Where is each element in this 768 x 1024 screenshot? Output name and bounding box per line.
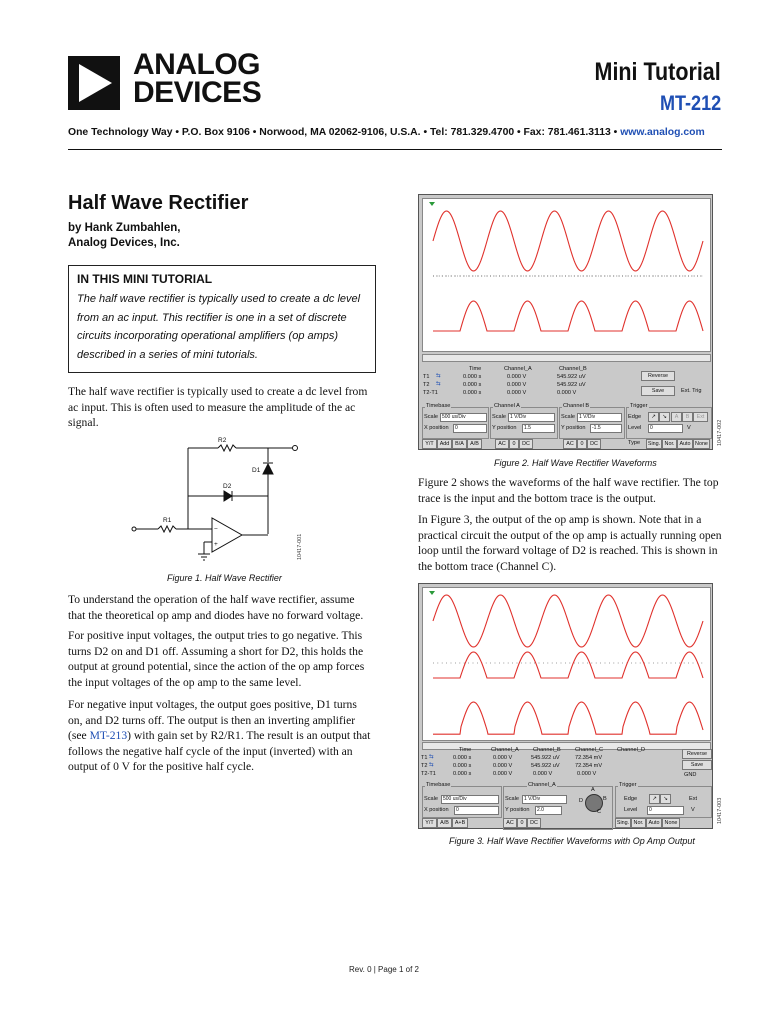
readout-t2-time: 0.000 s <box>463 382 482 388</box>
figure-2-code: 10417-002 <box>717 419 723 446</box>
rising-edge-icon[interactable]: ↗ <box>649 794 660 804</box>
trigger-label: Trigger <box>630 403 648 409</box>
doc-type: Mini Tutorial <box>594 58 721 86</box>
trigger-source-ext-icon[interactable]: Ext <box>693 412 708 422</box>
horizontal-scrollbar[interactable] <box>422 354 711 362</box>
readout-header-b: Channel_B <box>559 366 587 372</box>
readout-label-t2: T2 <box>423 382 430 388</box>
noninverting-input-label: + <box>214 541 218 548</box>
trigger-marker-icon <box>429 202 435 206</box>
paragraph-3: For positive input voltages, the output tries to go negative. This turns D2 on and D1 off. Assuming a short for D2, this holds the output at ground potential, since the action of the op amp forces the input voltages of the op amp to the same level. <box>68 629 365 689</box>
readout-t1-b: 545.922 uV <box>531 755 560 761</box>
auto-button[interactable]: Auto <box>677 439 693 449</box>
none-button[interactable]: None <box>693 439 710 449</box>
channel-a-ypos-field[interactable]: 1.5 <box>522 424 555 433</box>
readout-label-t2: T2 <box>421 763 428 769</box>
reverse-button[interactable]: Reverse <box>641 371 675 381</box>
channel-a-ypos-label: Y position <box>505 807 530 813</box>
t1-cursor-arrows-icon[interactable]: ⇆ <box>429 754 434 760</box>
channel-b-ypos-label: Y position <box>561 425 586 431</box>
header-divider <box>68 149 722 150</box>
output-trace <box>433 652 703 678</box>
nor-button[interactable]: Nor. <box>662 439 677 449</box>
readout-t1-b: 545.922 uV <box>557 374 586 380</box>
paragraph-4 <box>68 697 374 775</box>
readout-header-a: Channel_A <box>491 747 519 753</box>
channel-a-label: Channel A <box>494 403 520 409</box>
channel-a-ac-button[interactable]: AC <box>495 439 509 449</box>
readout-diff-b: 0.000 V <box>557 390 577 396</box>
channel-a-dc-button[interactable]: DC <box>527 818 541 828</box>
channel-a-scale-label: Scale <box>505 796 519 802</box>
knob-label-c: C <box>597 809 602 815</box>
paragraph-5: Figure 2 shows the waveforms of the half wave rectifier. The top trace is the input and the bottom trace is the output. <box>418 476 719 505</box>
channel-a-ypos-label: Y position <box>492 425 517 431</box>
yt-button[interactable]: Y/T <box>422 439 437 449</box>
address-line <box>68 127 705 138</box>
t2-cursor-arrows-icon[interactable]: ⇆ <box>436 381 441 387</box>
logo-line-1: ANALOG <box>133 48 260 81</box>
trigger-source-a-icon[interactable]: A <box>671 412 682 422</box>
save-button[interactable]: Save <box>641 386 675 396</box>
channel-b-zero-button[interactable]: 0 <box>577 439 587 449</box>
save-button[interactable]: Save <box>682 760 712 770</box>
rising-edge-icon[interactable]: ↗ <box>648 412 659 422</box>
ab-button[interactable]: A/B <box>437 818 452 828</box>
paragraph-1: The half wave rectifier is typically used to create a dc level from ac input. This is often used to measure the amplitude of the ac signal. <box>68 385 368 430</box>
level-unit: V <box>691 807 695 813</box>
input-trace <box>433 211 703 271</box>
channel-a-zero-button[interactable]: 0 <box>509 439 519 449</box>
logo-wordmark <box>133 48 262 109</box>
page-title: Half Wave Rectifier <box>68 192 249 214</box>
channel-b-ypos-field[interactable]: -1.5 <box>590 424 622 433</box>
author-block <box>68 221 180 251</box>
figure-3-code: 10417-003 <box>717 797 723 824</box>
readout-diff-a: 0.000 V <box>493 771 513 777</box>
r2-label: R2 <box>218 437 227 444</box>
level-label: Level <box>628 425 642 431</box>
readout-diff-c: 0.000 V <box>577 771 597 777</box>
x-position-field[interactable]: 0 <box>454 806 499 815</box>
readout-t1-c: 72.354 mV <box>575 755 603 761</box>
paragraph-4-part-a: For negative input voltages, the output goes positive, D1 turns on, and D2 turns off. The output is then an inverting amplifier (see <box>68 698 357 743</box>
channel-b-group <box>559 407 625 439</box>
x-position-label: X position <box>424 425 449 431</box>
figure-2-caption: Figure 2. Half Wave Rectifier Waveforms <box>494 458 657 468</box>
figure-2-oscilloscope <box>418 194 713 450</box>
channel-b-ac-button[interactable]: AC <box>563 439 577 449</box>
readout-label-t1: T1 <box>423 374 430 380</box>
timebase-scale-field[interactable]: 500 us/Div <box>440 413 487 422</box>
r1-label: R1 <box>163 517 172 524</box>
timebase-label: Timebase <box>426 403 451 409</box>
readout-t2-time: 0.000 s <box>453 763 472 769</box>
readout-header-b: Channel_B <box>533 747 561 753</box>
paragraph-4-part-b: ) with gain set by R2/R1. The result is an output that follows the negative half cycle of the input (inverted) with an output of 0 V for the positive half cycle. <box>68 729 371 774</box>
doc-number: MT-212 <box>659 92 721 115</box>
ba-button[interactable]: B/A <box>452 439 467 449</box>
a-plus-b-button[interactable]: A+B <box>452 818 468 828</box>
ext-label[interactable]: Ext <box>689 796 698 802</box>
knob-label-b: B <box>603 796 607 802</box>
level-field[interactable]: 0 <box>647 806 684 815</box>
channel-b-label: Channel B <box>563 403 590 409</box>
scope-screen <box>422 587 711 741</box>
scope-screen <box>422 198 711 352</box>
channel-a-scale-label: Scale <box>492 414 506 420</box>
knob-label-d: D <box>579 798 584 804</box>
readout-diff-time: 0.000 s <box>463 390 482 396</box>
level-field[interactable]: 0 <box>648 424 683 433</box>
readout-label-t2-t1: T2-T1 <box>421 771 436 777</box>
timebase-scale-field[interactable]: 500 us/Div <box>441 795 499 804</box>
timebase-group <box>422 407 489 439</box>
knob-label-a: A <box>591 787 595 793</box>
readout-t2-b: 545.922 uV <box>557 382 586 388</box>
input-trace <box>433 595 703 647</box>
readout-diff-a: 0.000 V <box>507 390 527 396</box>
x-position-label: X position <box>424 807 449 813</box>
readout-t2-a: 0.000 V <box>507 382 527 388</box>
channel-b-scale-field[interactable]: 1 V/Div <box>577 413 622 422</box>
readout-diff-b: 0.000 V <box>533 771 553 777</box>
readout-t1-time: 0.000 s <box>463 374 482 380</box>
website-link[interactable]: www.analog.com <box>620 127 705 138</box>
readout-header-time: Time <box>469 366 482 372</box>
trigger-source-b-icon[interactable]: B <box>682 412 693 422</box>
trigger-marker-icon <box>429 591 435 595</box>
author-name: by Hank Zumbahlen, <box>68 222 181 234</box>
yt-button[interactable]: Y/T <box>422 818 437 828</box>
intro-heading: IN THIS MINI TUTORIAL <box>77 272 213 286</box>
readout-label-t2-t1: T2-T1 <box>423 390 438 396</box>
readout-header-time: Time <box>459 747 472 753</box>
readout-t1-a: 0.000 V <box>493 755 513 761</box>
figure-1-schematic <box>130 432 315 564</box>
none-button[interactable]: None <box>662 818 680 828</box>
channel-a-scale-field[interactable]: 1 V/Div <box>508 413 555 422</box>
level-label: Level <box>624 807 638 813</box>
paragraph-6: In Figure 3, the output of the op amp is shown. Note that in a practical circuit the output of the op amp is actually running open loop until the forward voltage of D2 is reached. This is shown in the bottom trace (Channel C). <box>418 513 722 573</box>
readout-t2-c: 72.354 mV <box>575 763 603 769</box>
level-unit: V <box>687 425 691 431</box>
channel-a-ypos-field[interactable]: 2.0 <box>535 806 562 815</box>
readout-diff-time: 0.000 s <box>453 771 472 777</box>
t2-cursor-arrows-icon[interactable]: ⇆ <box>429 762 434 768</box>
readout-t2-b: 545.922 uV <box>531 763 560 769</box>
readout-t1-time: 0.000 s <box>453 755 472 761</box>
falling-edge-icon[interactable]: ↘ <box>660 794 671 804</box>
figure-1-code: 10417-001 <box>297 533 303 560</box>
ab-button[interactable]: A/B <box>467 439 482 449</box>
channel-b-scale-label: Scale <box>561 414 575 420</box>
falling-edge-icon[interactable]: ↘ <box>659 412 670 422</box>
edge-label: Edge <box>628 414 642 420</box>
d1-label: D1 <box>252 467 261 474</box>
edge-label: Edge <box>624 796 638 802</box>
channel-a-dc-button[interactable]: DC <box>519 439 533 449</box>
nor-button[interactable]: Nor. <box>631 818 646 828</box>
x-position-field[interactable]: 0 <box>453 424 487 433</box>
paragraph-2: To understand the operation of the half wave rectifier, assume that the theoretical op amp and diodes have no forward voltage. <box>68 593 364 622</box>
readout-header-d: Channel_D <box>617 747 645 753</box>
gnd-label[interactable]: GND <box>684 772 697 778</box>
timebase-scale-label: Scale <box>424 414 438 420</box>
readout-t1-a: 0.000 V <box>507 374 527 380</box>
readout-header-c: Channel_C <box>575 747 603 753</box>
d2-label: D2 <box>223 483 232 490</box>
inverting-input-label: − <box>214 526 218 533</box>
output-trace <box>433 301 703 331</box>
intro-text: The half wave rectifier is typically used to create a dc level from an ac input. This rectifier is one in a set of discrete circuits incorporating operational amplifiers (op amps) described in a series of mini tutorials. <box>77 293 361 361</box>
ext-trig-label[interactable]: Ext. Trig <box>681 388 702 394</box>
trigger-label: Trigger <box>619 782 637 788</box>
op-amp-output-trace <box>433 702 703 734</box>
address-text: One Technology Way • P.O. Box 9106 • Norwood, MA 02062-9106, U.S.A. • Tel: 781.329.4700 • Fax: 781.461.3113 • <box>68 127 621 138</box>
channel-a-zero-button[interactable]: 0 <box>517 818 527 828</box>
figure-3-oscilloscope <box>418 583 713 829</box>
add-button[interactable]: Add <box>437 439 452 449</box>
channel-b-dc-button[interactable]: DC <box>587 439 601 449</box>
mt-213-link[interactable]: MT-213 <box>89 729 128 743</box>
intro-box <box>68 265 376 373</box>
type-label: Type <box>628 440 641 446</box>
figure-3-caption: Figure 3. Half Wave Rectifier Waveforms with Op Amp Output <box>449 836 695 846</box>
channel-a-group <box>490 407 558 439</box>
channel-a-ac-button[interactable]: AC <box>503 818 517 828</box>
auto-button[interactable]: Auto <box>646 818 662 828</box>
readout-t2-a: 0.000 V <box>493 763 513 769</box>
analog-devices-logo-icon <box>68 56 120 110</box>
readout-label-t1: T1 <box>421 755 428 761</box>
page-footer: Rev. 0 | Page 1 of 2 <box>349 965 419 974</box>
timebase-scale-label: Scale <box>424 796 438 802</box>
timebase-label: Timebase <box>426 782 451 788</box>
author-affiliation: Analog Devices, Inc. <box>68 237 180 249</box>
reverse-button[interactable]: Reverse <box>682 749 712 759</box>
logo-line-2: DEVICES <box>133 76 262 109</box>
sing-button[interactable]: Sing. <box>616 820 630 826</box>
channel-a-scale-field[interactable]: 1 V/Div <box>522 795 567 804</box>
sing-button[interactable]: Sing. <box>647 441 661 447</box>
channel-a-label: Channel_A <box>528 782 556 788</box>
readout-header-a: Channel_A <box>504 366 532 372</box>
t1-cursor-arrows-icon[interactable]: ⇆ <box>436 373 441 379</box>
figure-1-caption: Figure 1. Half Wave Rectifier <box>167 573 282 583</box>
